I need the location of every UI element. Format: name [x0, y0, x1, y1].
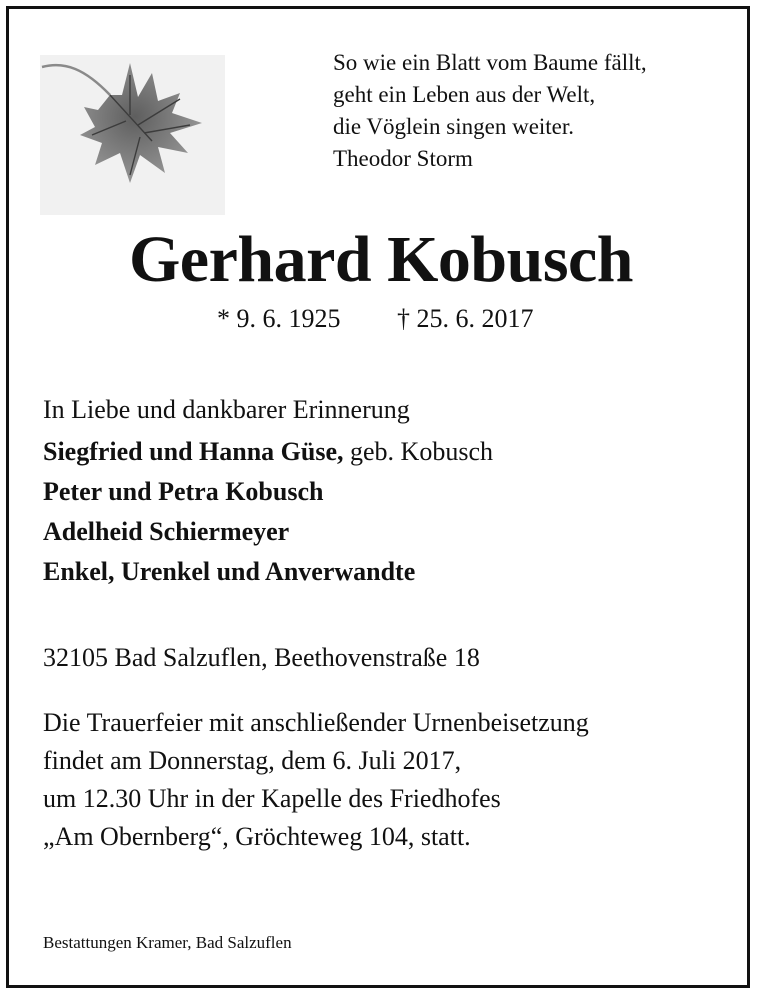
mourning-intro: In Liebe und dankbarer Erinnerung	[43, 395, 410, 424]
deceased-name: Gerhard Kobusch	[128, 223, 634, 296]
mourners-list	[43, 432, 493, 592]
birth-date: * 9. 6. 1925	[217, 304, 341, 333]
ceremony-line: um 12.30 Uhr in der Kapelle des Friedhofes	[43, 784, 501, 813]
ceremony-line: „Am Obernberg“, Gröchteweg 104, statt.	[43, 822, 471, 851]
poem-quote	[333, 47, 647, 175]
mourner-line	[43, 512, 493, 552]
mourner-line	[43, 552, 493, 592]
mourner-name: Siegfried und Hanna Güse,	[43, 437, 344, 466]
family-address: 32105 Bad Salzuflen, Beethovenstraße 18	[43, 643, 480, 672]
ceremony-line: Die Trauerfeier mit anschließender Urnenbeisetzung	[43, 708, 589, 737]
poem-line: geht ein Leben aus der Welt,	[333, 82, 596, 107]
ceremony-line: findet am Donnerstag, dem 6. Juli 2017,	[43, 746, 462, 775]
mourner-suffix: geb. Kobusch	[343, 437, 493, 466]
mourner-name: Peter und Petra Kobusch	[43, 477, 324, 506]
poem-line: die Vöglein singen weiter.	[333, 114, 575, 139]
death-date: † 25. 6. 2017	[397, 304, 534, 333]
mourner-line	[43, 472, 493, 512]
poem-author: Theodor Storm	[333, 146, 473, 171]
mourner-line	[43, 432, 493, 472]
mourner-name: Adelheid Schiermeyer	[43, 517, 290, 546]
funeral-home: Bestattungen Kramer, Bad Salzuflen	[43, 933, 292, 952]
maple-leaf-icon	[40, 55, 225, 215]
mourner-name: Enkel, Urenkel und Anverwandte	[43, 557, 416, 586]
ceremony-info	[43, 704, 589, 856]
poem-line: So wie ein Blatt vom Baume fällt,	[333, 50, 647, 75]
